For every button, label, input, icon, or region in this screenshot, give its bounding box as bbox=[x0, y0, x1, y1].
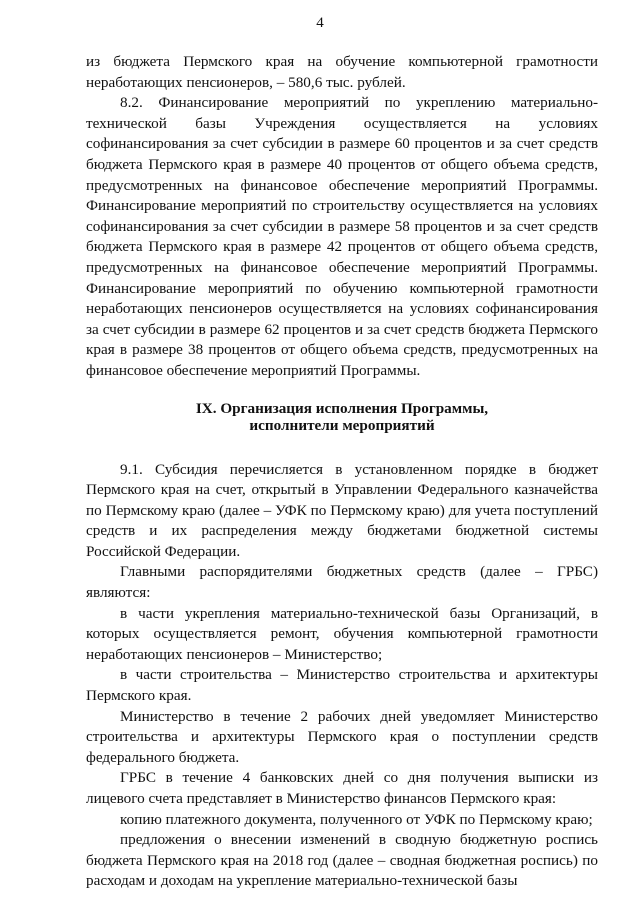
paragraph: Главными распорядителями бюджетных средств (далее – ГРБС) являются: bbox=[86, 563, 598, 602]
paragraph: ГРБС в течение 4 банковских дней со дня получения выписки из лицевого счета представляет в Министерство финансов Пермского края: bbox=[86, 769, 598, 807]
document-body bbox=[86, 52, 598, 892]
page-number: 4 bbox=[316, 15, 324, 31]
section-heading-line: IX. Организация исполнения Программы, bbox=[195, 399, 489, 417]
paragraph: Министерство в течение 2 рабочих дней уведомляет Министерство строительства и архитектуры Пермского края о поступлении средств федерального бюджета. bbox=[86, 707, 598, 766]
paragraph: 9.1. Субсидия перечисляется в установленном порядке в бюджет Пермского края на счет, открытый в Управлении Федерального казначейства по Пермскому краю (далее – УФК по Пермскому краю) для учета поступлений средств и их распределения между бюджетами бюджетной системы Российской Федерации. bbox=[86, 460, 598, 560]
paragraph: предложения о внесении изменений в сводную бюджетную роспись бюджета Пермского края на 2018 год (далее – сводная бюджетная роспись) по расходам и доходам на укрепление материально-технической базы bbox=[86, 831, 598, 890]
paragraph: из бюджета Пермского края на обучение компьютерной грамотности неработающих пенсионеров, – 580,6 тыс. рублей. bbox=[86, 53, 598, 91]
paragraph: 8.2. Финансирование мероприятий по укреплению материально-технической базы Учреждения осуществляется на условиях софинансирования за счет субсидии в размере 60 процентов и за счет средств бюджета Пермского края в размере 40 процентов от общего объема средств, предусмотренных на финансовое обеспечение мероприятий Программы. Финансирование мероприятий по строительству осуществляется на условиях софинансирования за счет субсидии в размере 58 процентов и за счет средств бюджета Пермского края в размере 42 процентов от общего объема средств, предусмотренных на финансовое обеспечение мероприятий Программы. Финансирование мероприятий по обучению компьютерной грамотности неработающих пенсионеров осуществляется на условиях софинансирования за счет субсидии в размере 62 процентов и за счет средств бюджета Пермского края в размере 38 процентов от общего объема средств, предусмотренных на финансовое обеспечение мероприятий Программы. bbox=[86, 94, 598, 379]
paragraph: копию платежного документа, полученного от УФК по Пермскому краю; bbox=[120, 810, 593, 828]
section-heading-line: исполнители мероприятий bbox=[249, 416, 435, 434]
paragraph: в части укрепления материально-технической базы Организаций, в которых осуществляется ремонт, обучения компьютерной грамотности неработающих пенсионеров – Министерство; bbox=[86, 604, 598, 663]
section-heading bbox=[86, 400, 598, 434]
paragraph: в части строительства – Министерство строительства и архитектуры Пермского края. bbox=[86, 666, 598, 705]
